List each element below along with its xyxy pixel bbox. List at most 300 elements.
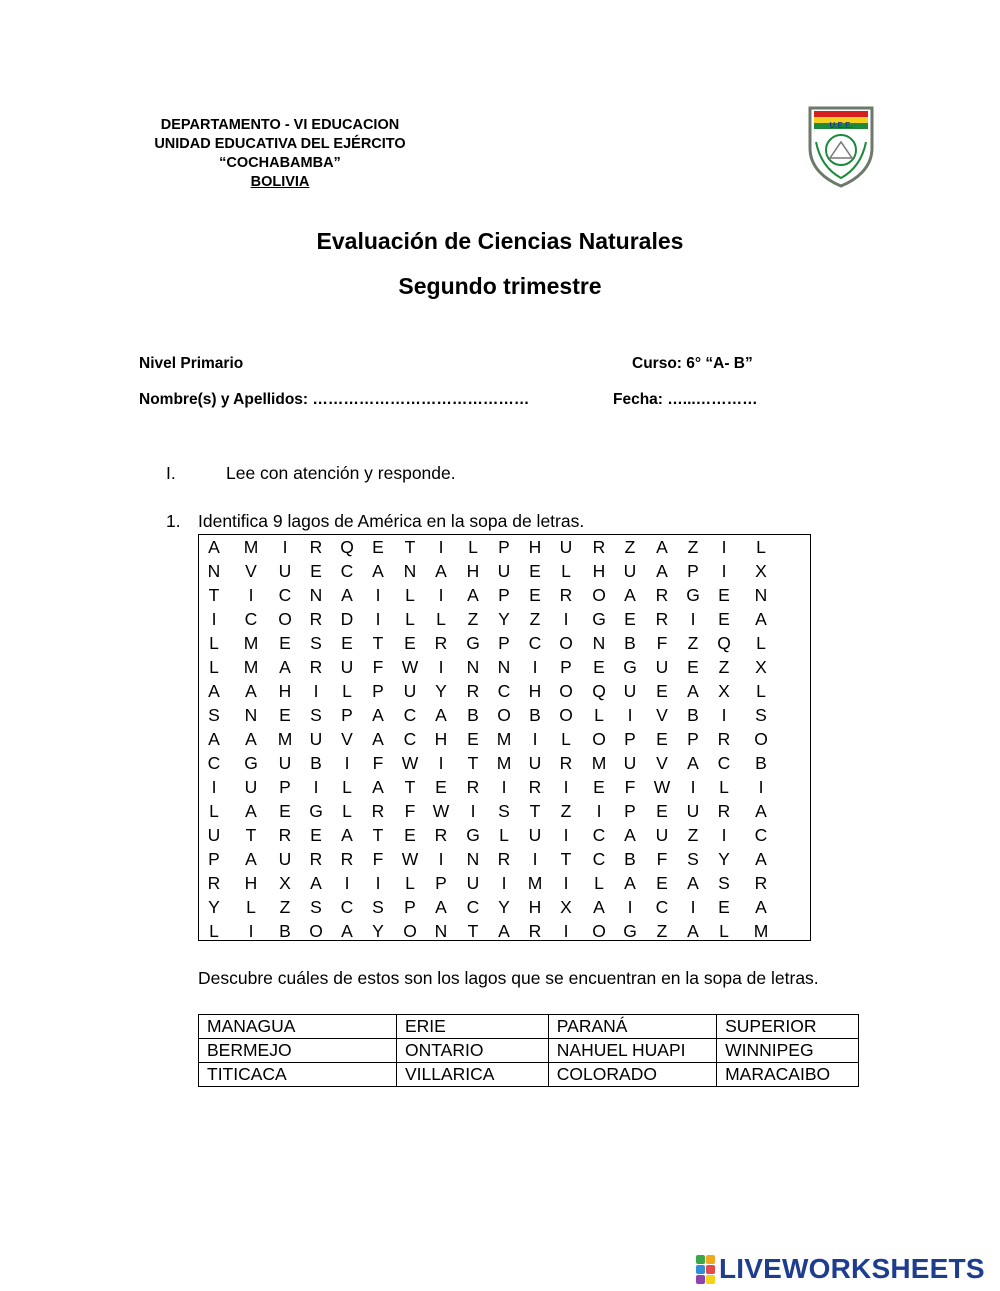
grid-letter[interactable]: U: [278, 849, 292, 869]
grid-letter[interactable]: I: [721, 825, 727, 845]
grid-letter[interactable]: A: [687, 921, 699, 941]
grid-letter[interactable]: I: [438, 657, 444, 677]
grid-letter[interactable]: Z: [687, 825, 699, 845]
grid-letter[interactable]: E: [341, 633, 353, 653]
grid-letter[interactable]: N: [309, 585, 323, 605]
grid-letter[interactable]: P: [624, 801, 636, 821]
grid-letter[interactable]: H: [528, 537, 542, 557]
grid-letter[interactable]: Q: [717, 633, 731, 653]
grid-letter[interactable]: I: [532, 729, 538, 749]
grid-letter[interactable]: O: [278, 609, 292, 629]
grid-letter[interactable]: S: [208, 705, 220, 725]
grid-letter[interactable]: U: [466, 873, 480, 893]
grid-letter[interactable]: R: [497, 849, 511, 869]
grid-letter[interactable]: I: [375, 609, 381, 629]
grid-letter[interactable]: T: [467, 753, 479, 773]
grid-letter[interactable]: Y: [498, 897, 510, 917]
grid-letter[interactable]: C: [403, 729, 417, 749]
grid-letter[interactable]: C: [207, 753, 221, 773]
grid-letter[interactable]: U: [655, 825, 669, 845]
grid-letter[interactable]: Z: [529, 609, 541, 629]
grid-letter[interactable]: Z: [687, 633, 699, 653]
grid-letter[interactable]: U: [623, 561, 637, 581]
grid-letter[interactable]: R: [559, 753, 573, 773]
grid-letter[interactable]: U: [655, 657, 669, 677]
grid-letter[interactable]: T: [208, 585, 220, 605]
grid-letter[interactable]: L: [342, 777, 352, 797]
grid-letter[interactable]: O: [403, 921, 417, 941]
grid-letter[interactable]: I: [375, 873, 381, 893]
grid-letter[interactable]: Y: [498, 609, 510, 629]
grid-letter[interactable]: I: [596, 801, 602, 821]
grid-letter[interactable]: B: [687, 705, 699, 725]
grid-letter[interactable]: N: [434, 921, 448, 941]
grid-letter[interactable]: H: [244, 873, 258, 893]
grid-letter[interactable]: R: [309, 537, 323, 557]
grid-letter[interactable]: G: [623, 657, 637, 677]
grid-letter[interactable]: U: [623, 681, 637, 701]
grid-letter[interactable]: G: [592, 609, 606, 629]
grid-letter[interactable]: E: [687, 657, 699, 677]
grid-letter[interactable]: U: [528, 825, 542, 845]
grid-letter[interactable]: T: [560, 849, 572, 869]
grid-letter[interactable]: I: [627, 705, 633, 725]
grid-letter[interactable]: I: [438, 537, 444, 557]
name-field[interactable]: Nombre(s) y Apellidos: ……………………………………: [139, 391, 530, 408]
grid-letter[interactable]: V: [341, 729, 353, 749]
grid-letter[interactable]: A: [755, 897, 767, 917]
grid-letter[interactable]: A: [467, 585, 479, 605]
grid-letter[interactable]: E: [404, 825, 416, 845]
grid-letter[interactable]: A: [624, 585, 636, 605]
grid-letter[interactable]: I: [532, 849, 538, 869]
grid-letter[interactable]: E: [656, 729, 668, 749]
grid-letter[interactable]: A: [310, 873, 322, 893]
grid-letter[interactable]: E: [718, 897, 730, 917]
grid-letter[interactable]: E: [279, 801, 291, 821]
grid-letter[interactable]: E: [404, 633, 416, 653]
grid-letter[interactable]: M: [243, 633, 259, 653]
grid-letter[interactable]: G: [686, 585, 700, 605]
grid-letter[interactable]: U: [278, 753, 292, 773]
grid-letter[interactable]: L: [209, 921, 219, 941]
grid-letter[interactable]: N: [592, 633, 606, 653]
grid-letter[interactable]: A: [687, 681, 699, 701]
grid-letter[interactable]: O: [497, 705, 511, 725]
grid-letter[interactable]: N: [466, 657, 480, 677]
grid-letter[interactable]: E: [310, 825, 322, 845]
grid-letter[interactable]: C: [403, 705, 417, 725]
grid-letter[interactable]: R: [754, 873, 768, 893]
grid-letter[interactable]: N: [497, 657, 511, 677]
word-search-grid[interactable]: [198, 534, 811, 941]
grid-letter[interactable]: I: [532, 657, 538, 677]
grid-letter[interactable]: R: [434, 825, 448, 845]
grid-letter[interactable]: U: [278, 561, 292, 581]
grid-letter[interactable]: L: [561, 729, 571, 749]
grid-letter[interactable]: L: [756, 681, 766, 701]
grid-letter[interactable]: P: [498, 585, 510, 605]
grid-letter[interactable]: L: [342, 801, 352, 821]
grid-letter[interactable]: R: [278, 825, 292, 845]
grid-letter[interactable]: W: [653, 777, 671, 797]
grid-letter[interactable]: W: [401, 753, 419, 773]
grid-letter[interactable]: M: [496, 729, 512, 749]
grid-letter[interactable]: A: [245, 801, 257, 821]
grid-letter[interactable]: P: [404, 897, 416, 917]
grid-letter[interactable]: E: [656, 801, 668, 821]
grid-letter[interactable]: E: [529, 585, 541, 605]
grid-letter[interactable]: P: [498, 633, 510, 653]
grid-letter[interactable]: C: [278, 585, 292, 605]
grid-letter[interactable]: I: [501, 777, 507, 797]
grid-letter[interactable]: A: [245, 681, 257, 701]
grid-letter[interactable]: A: [279, 657, 291, 677]
grid-letter[interactable]: I: [313, 681, 319, 701]
grid-letter[interactable]: B: [624, 849, 636, 869]
grid-letter[interactable]: E: [529, 561, 541, 581]
grid-letter[interactable]: C: [592, 825, 606, 845]
grid-letter[interactable]: G: [244, 753, 258, 773]
grid-letter[interactable]: V: [656, 753, 668, 773]
grid-letter[interactable]: A: [435, 897, 447, 917]
grid-letter[interactable]: T: [404, 777, 416, 797]
grid-letter[interactable]: S: [310, 705, 322, 725]
grid-letter[interactable]: I: [438, 849, 444, 869]
grid-letter[interactable]: N: [754, 585, 768, 605]
grid-letter[interactable]: R: [717, 801, 731, 821]
grid-letter[interactable]: G: [309, 801, 323, 821]
grid-letter[interactable]: I: [690, 897, 696, 917]
grid-letter[interactable]: R: [528, 777, 542, 797]
grid-letter[interactable]: I: [438, 585, 444, 605]
grid-letter[interactable]: E: [372, 537, 384, 557]
grid-letter[interactable]: G: [623, 921, 637, 941]
grid-letter[interactable]: H: [528, 897, 542, 917]
grid-letter[interactable]: S: [687, 849, 699, 869]
grid-letter[interactable]: P: [687, 729, 699, 749]
grid-letter[interactable]: L: [405, 609, 415, 629]
grid-letter[interactable]: L: [594, 873, 604, 893]
grid-letter[interactable]: H: [592, 561, 606, 581]
grid-letter[interactable]: T: [372, 633, 384, 653]
grid-letter[interactable]: H: [434, 729, 448, 749]
grid-letter[interactable]: Y: [435, 681, 447, 701]
grid-letter[interactable]: Q: [340, 537, 354, 557]
grid-letter[interactable]: R: [340, 849, 354, 869]
grid-letter[interactable]: F: [404, 801, 416, 821]
grid-letter[interactable]: M: [591, 753, 607, 773]
grid-letter[interactable]: S: [718, 873, 730, 893]
grid-letter[interactable]: A: [687, 753, 699, 773]
grid-letter[interactable]: G: [466, 633, 480, 653]
grid-letter[interactable]: P: [372, 681, 384, 701]
grid-letter[interactable]: L: [719, 777, 729, 797]
grid-letter[interactable]: O: [559, 633, 573, 653]
grid-letter[interactable]: L: [209, 633, 219, 653]
grid-letter[interactable]: M: [277, 729, 293, 749]
grid-letter[interactable]: I: [563, 921, 569, 941]
grid-letter[interactable]: L: [405, 873, 415, 893]
grid-letter[interactable]: W: [432, 801, 450, 821]
grid-letter[interactable]: A: [624, 873, 636, 893]
grid-letter[interactable]: O: [592, 921, 606, 941]
grid-letter[interactable]: Y: [372, 921, 384, 941]
grid-letter[interactable]: U: [403, 681, 417, 701]
grid-letter[interactable]: E: [656, 873, 668, 893]
grid-letter[interactable]: F: [656, 633, 668, 653]
grid-letter[interactable]: X: [279, 873, 291, 893]
grid-letter[interactable]: A: [341, 921, 353, 941]
grid-letter[interactable]: Z: [656, 921, 668, 941]
grid-letter[interactable]: I: [375, 585, 381, 605]
grid-letter[interactable]: O: [592, 585, 606, 605]
grid-letter[interactable]: C: [717, 753, 731, 773]
grid-letter[interactable]: N: [244, 705, 258, 725]
grid-letter[interactable]: A: [755, 849, 767, 869]
grid-letter[interactable]: R: [655, 585, 669, 605]
grid-letter[interactable]: L: [209, 657, 219, 677]
grid-letter[interactable]: L: [246, 897, 256, 917]
grid-letter[interactable]: E: [624, 609, 636, 629]
grid-letter[interactable]: L: [405, 585, 415, 605]
grid-letter[interactable]: R: [655, 609, 669, 629]
grid-letter[interactable]: N: [207, 561, 221, 581]
grid-letter[interactable]: L: [719, 921, 729, 941]
grid-letter[interactable]: R: [309, 849, 323, 869]
grid-letter[interactable]: E: [310, 561, 322, 581]
grid-letter[interactable]: E: [279, 633, 291, 653]
grid-letter[interactable]: E: [656, 681, 668, 701]
grid-letter[interactable]: R: [309, 609, 323, 629]
grid-letter[interactable]: A: [656, 537, 668, 557]
grid-letter[interactable]: N: [466, 849, 480, 869]
grid-letter[interactable]: Q: [592, 681, 606, 701]
grid-letter[interactable]: I: [438, 753, 444, 773]
grid-letter[interactable]: R: [434, 633, 448, 653]
grid-letter[interactable]: R: [466, 681, 480, 701]
grid-letter[interactable]: B: [279, 921, 291, 941]
grid-letter[interactable]: A: [372, 729, 384, 749]
grid-letter[interactable]: E: [467, 729, 479, 749]
grid-letter[interactable]: D: [340, 609, 354, 629]
grid-letter[interactable]: T: [245, 825, 257, 845]
grid-letter[interactable]: U: [207, 825, 221, 845]
grid-letter[interactable]: S: [755, 705, 767, 725]
grid-letter[interactable]: O: [559, 705, 573, 725]
grid-letter[interactable]: H: [528, 681, 542, 701]
grid-letter[interactable]: O: [592, 729, 606, 749]
grid-letter[interactable]: I: [758, 777, 764, 797]
grid-letter[interactable]: I: [721, 561, 727, 581]
grid-letter[interactable]: B: [467, 705, 479, 725]
grid-letter[interactable]: A: [245, 849, 257, 869]
grid-letter[interactable]: R: [466, 777, 480, 797]
grid-letter[interactable]: L: [342, 681, 352, 701]
grid-letter[interactable]: X: [755, 561, 767, 581]
grid-letter[interactable]: U: [340, 657, 354, 677]
grid-letter[interactable]: M: [527, 873, 543, 893]
grid-letter[interactable]: A: [435, 561, 447, 581]
grid-letter[interactable]: A: [245, 729, 257, 749]
grid-letter[interactable]: Z: [560, 801, 572, 821]
grid-letter[interactable]: A: [208, 729, 220, 749]
grid-letter[interactable]: I: [563, 777, 569, 797]
grid-letter[interactable]: U: [623, 753, 637, 773]
grid-letter[interactable]: A: [372, 561, 384, 581]
grid-letter[interactable]: W: [401, 657, 419, 677]
grid-letter[interactable]: I: [563, 873, 569, 893]
grid-letter[interactable]: A: [341, 825, 353, 845]
grid-letter[interactable]: P: [341, 705, 353, 725]
grid-letter[interactable]: A: [208, 537, 220, 557]
grid-letter[interactable]: M: [243, 537, 259, 557]
grid-letter[interactable]: P: [624, 729, 636, 749]
grid-letter[interactable]: P: [208, 849, 220, 869]
grid-letter[interactable]: C: [466, 897, 480, 917]
grid-letter[interactable]: N: [403, 561, 417, 581]
grid-letter[interactable]: F: [372, 753, 384, 773]
grid-letter[interactable]: C: [340, 897, 354, 917]
grid-letter[interactable]: Z: [718, 657, 730, 677]
grid-letter[interactable]: Y: [718, 849, 730, 869]
grid-letter[interactable]: U: [559, 537, 573, 557]
grid-letter[interactable]: V: [656, 705, 668, 725]
grid-letter[interactable]: C: [528, 633, 542, 653]
grid-letter[interactable]: X: [755, 657, 767, 677]
grid-letter[interactable]: M: [753, 921, 769, 941]
grid-letter[interactable]: V: [245, 561, 257, 581]
grid-letter[interactable]: E: [279, 705, 291, 725]
grid-letter[interactable]: I: [563, 609, 569, 629]
grid-letter[interactable]: U: [528, 753, 542, 773]
grid-letter[interactable]: L: [468, 537, 478, 557]
grid-letter[interactable]: P: [560, 657, 572, 677]
grid-letter[interactable]: P: [435, 873, 447, 893]
grid-letter[interactable]: E: [718, 585, 730, 605]
grid-letter[interactable]: I: [248, 921, 254, 941]
grid-letter[interactable]: O: [559, 681, 573, 701]
grid-letter[interactable]: U: [244, 777, 258, 797]
grid-letter[interactable]: U: [686, 801, 700, 821]
grid-letter[interactable]: R: [528, 921, 542, 941]
grid-letter[interactable]: A: [341, 585, 353, 605]
grid-letter[interactable]: I: [627, 897, 633, 917]
grid-letter[interactable]: Z: [279, 897, 291, 917]
grid-letter[interactable]: I: [282, 537, 288, 557]
grid-letter[interactable]: R: [309, 657, 323, 677]
grid-letter[interactable]: A: [656, 561, 668, 581]
grid-letter[interactable]: F: [372, 657, 384, 677]
grid-letter[interactable]: P: [498, 537, 510, 557]
grid-letter[interactable]: I: [313, 777, 319, 797]
grid-letter[interactable]: C: [754, 825, 768, 845]
grid-letter[interactable]: T: [404, 537, 416, 557]
grid-letter[interactable]: Z: [687, 537, 699, 557]
grid-letter[interactable]: C: [497, 681, 511, 701]
date-field[interactable]: Fecha: …...…………: [613, 391, 758, 408]
grid-letter[interactable]: I: [344, 753, 350, 773]
grid-letter[interactable]: S: [372, 897, 384, 917]
grid-letter[interactable]: C: [655, 897, 669, 917]
grid-letter[interactable]: E: [718, 609, 730, 629]
grid-letter[interactable]: B: [624, 633, 636, 653]
grid-letter[interactable]: R: [717, 729, 731, 749]
grid-letter[interactable]: C: [244, 609, 258, 629]
grid-letter[interactable]: I: [248, 585, 254, 605]
grid-letter[interactable]: I: [501, 873, 507, 893]
grid-letter[interactable]: R: [207, 873, 221, 893]
grid-letter[interactable]: L: [756, 537, 766, 557]
grid-letter[interactable]: U: [309, 729, 323, 749]
grid-letter[interactable]: L: [499, 825, 509, 845]
grid-letter[interactable]: H: [278, 681, 292, 701]
grid-letter[interactable]: M: [243, 657, 259, 677]
grid-letter[interactable]: T: [372, 825, 384, 845]
grid-letter[interactable]: A: [435, 705, 447, 725]
grid-letter[interactable]: Z: [624, 537, 636, 557]
grid-letter[interactable]: L: [209, 801, 219, 821]
grid-letter[interactable]: S: [310, 897, 322, 917]
grid-letter[interactable]: T: [529, 801, 541, 821]
grid-letter[interactable]: W: [401, 849, 419, 869]
grid-letter[interactable]: C: [592, 849, 606, 869]
grid-letter[interactable]: A: [208, 681, 220, 701]
grid-letter[interactable]: S: [310, 633, 322, 653]
grid-letter[interactable]: F: [656, 849, 668, 869]
grid-letter[interactable]: R: [559, 585, 573, 605]
grid-letter[interactable]: P: [687, 561, 699, 581]
grid-letter[interactable]: R: [371, 801, 385, 821]
grid-letter[interactable]: B: [755, 753, 767, 773]
grid-letter[interactable]: A: [593, 897, 605, 917]
grid-letter[interactable]: A: [624, 825, 636, 845]
grid-letter[interactable]: A: [687, 873, 699, 893]
grid-letter[interactable]: T: [467, 921, 479, 941]
grid-letter[interactable]: A: [372, 777, 384, 797]
grid-letter[interactable]: S: [498, 801, 510, 821]
grid-letter[interactable]: A: [498, 921, 510, 941]
grid-letter[interactable]: M: [496, 753, 512, 773]
grid-letter[interactable]: U: [497, 561, 511, 581]
grid-letter[interactable]: E: [593, 657, 605, 677]
grid-letter[interactable]: R: [592, 537, 606, 557]
grid-letter[interactable]: P: [279, 777, 291, 797]
grid-letter[interactable]: B: [529, 705, 541, 725]
grid-letter[interactable]: B: [310, 753, 322, 773]
grid-letter[interactable]: I: [211, 609, 217, 629]
grid-letter[interactable]: A: [755, 801, 767, 821]
grid-letter[interactable]: Z: [467, 609, 479, 629]
grid-letter[interactable]: X: [560, 897, 572, 917]
grid-letter[interactable]: E: [435, 777, 447, 797]
grid-letter[interactable]: H: [466, 561, 480, 581]
grid-letter[interactable]: F: [372, 849, 384, 869]
grid-letter[interactable]: Y: [208, 897, 220, 917]
grid-letter[interactable]: L: [436, 609, 446, 629]
grid-letter[interactable]: I: [344, 873, 350, 893]
grid-letter[interactable]: O: [309, 921, 323, 941]
grid-letter[interactable]: I: [563, 825, 569, 845]
grid-letter[interactable]: I: [721, 537, 727, 557]
grid-letter[interactable]: C: [340, 561, 354, 581]
grid-letter[interactable]: L: [594, 705, 604, 725]
grid-letter[interactable]: I: [211, 777, 217, 797]
grid-letter[interactable]: A: [372, 705, 384, 725]
grid-letter[interactable]: E: [593, 777, 605, 797]
grid-letter[interactable]: I: [721, 705, 727, 725]
grid-letter[interactable]: G: [466, 825, 480, 845]
